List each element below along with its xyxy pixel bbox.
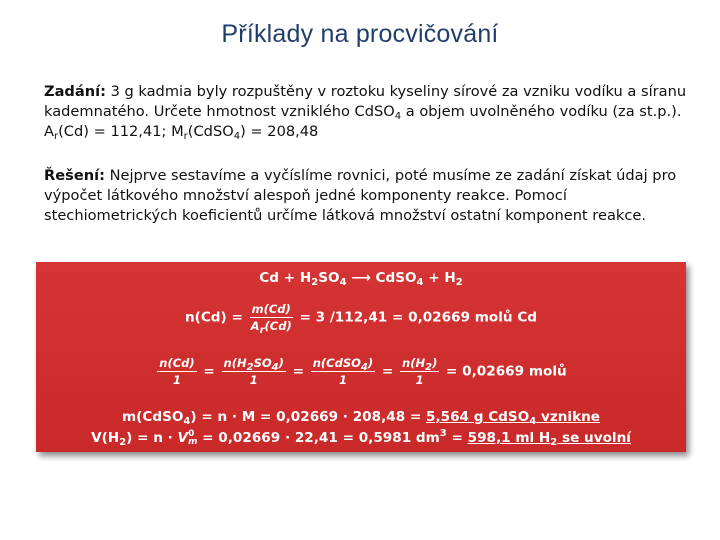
equals-sign: = <box>446 430 468 446</box>
fraction-h2 <box>400 356 439 387</box>
subscript: 4 <box>416 277 424 288</box>
equals-sign: = <box>287 363 309 380</box>
subscript: 4 <box>183 416 191 427</box>
fraction-denominator: 1 <box>338 373 347 387</box>
calculation-box <box>36 262 686 452</box>
assignment-text-2: a objem uvolněného vodíku (za st.p.). <box>401 103 682 120</box>
eq-part: + H <box>423 270 456 286</box>
m-result-part: 5,564 g CdSO <box>426 409 530 425</box>
assignment-text: 3 g kadmia byly rozpuštěny v roztoku kyseliny sírové za vzniku vodíku a síranu kademnatého. Určete hmotnost vzniklého CdSO <box>44 83 687 120</box>
superscript: 0 <box>188 429 195 439</box>
subscript: 4 <box>339 277 347 288</box>
mass-result <box>426 409 600 425</box>
v-result-part: 598,1 ml H <box>467 430 551 446</box>
num-part: ) <box>278 356 284 370</box>
num-part: n(H <box>402 356 426 370</box>
subscript: 4 <box>233 131 241 142</box>
m-part: m(CdSO <box>121 409 184 425</box>
num-part: SO <box>253 356 272 370</box>
solution-paragraph <box>44 166 694 226</box>
v-part: V(H <box>91 430 120 446</box>
subscript: 4 <box>394 111 402 122</box>
fraction-h2so4 <box>222 356 286 387</box>
solution-text: Nejprve sestavíme a vyčíslíme rovnici, poté musíme ze zadání získat údaj pro výpočet látkového množství alespoň jedné komponenty reakce. Pomocí stechiometrických koeficientů určíme látková množství ostatní komponent reakce. <box>44 167 677 224</box>
ratio-result: = 0,02669 molů <box>441 363 567 380</box>
fraction-numerator: m(Cd) <box>251 302 291 316</box>
subscript: r <box>183 131 188 142</box>
solution-label: Řešení: <box>44 167 105 184</box>
subscript: 2 <box>311 277 319 288</box>
assignment-paragraph <box>44 82 694 142</box>
fraction-numerator <box>400 356 439 372</box>
stoichiometry-ratio <box>36 356 686 387</box>
den-part: A <box>250 319 260 333</box>
n-result: = 3 /112,41 = 0,02669 molů Cd <box>299 309 538 326</box>
moles-calculation <box>36 302 686 336</box>
subscript: 4 <box>529 416 537 427</box>
subscript: r <box>53 131 59 142</box>
mass-calculation <box>36 409 686 425</box>
equals-sign: = <box>198 363 220 380</box>
mass-over-ar-fraction <box>250 302 293 336</box>
fraction-numerator <box>311 356 375 372</box>
fraction-numerator: n(Cd) <box>159 356 195 370</box>
fraction-denominator <box>250 318 293 336</box>
volume-calculation <box>36 430 686 446</box>
subscript: r <box>259 325 265 336</box>
num-part: ) <box>432 356 438 370</box>
den-part: (Cd) <box>264 319 292 333</box>
slide-title: Příklady na procvičování <box>221 20 499 48</box>
subscript: 2 <box>455 277 463 288</box>
v-result-part: se uvolní <box>557 430 631 446</box>
atomic-mass-symbol: A <box>44 123 54 140</box>
v-part: = 0,02669 · 22,41 = 0,5981 dm <box>197 430 440 446</box>
equals-sign: = <box>377 363 399 380</box>
num-part: n(H <box>223 356 247 370</box>
fraction-cdso4 <box>311 356 375 387</box>
num-part: ) <box>367 356 374 370</box>
reaction-equation <box>36 270 686 286</box>
molar-volume-symbol: V <box>177 430 189 446</box>
subscript: 2 <box>425 362 433 373</box>
molar-mass-value: (CdSO <box>187 123 234 140</box>
subscript: 2 <box>246 362 254 373</box>
fraction-denominator: 1 <box>172 373 181 387</box>
subscript: 4 <box>360 362 368 373</box>
molar-mass-end: ) = 208,48 <box>240 123 319 140</box>
fraction-cd <box>157 356 196 387</box>
subscript: m <box>188 437 198 447</box>
m-result-part: vznikne <box>536 409 601 425</box>
v-part: ) = n · <box>126 430 178 446</box>
fraction-denominator: 1 <box>415 373 424 387</box>
assignment-label: Zadání: <box>44 83 106 100</box>
subscript: 2 <box>119 437 127 448</box>
eq-part: Cd + H <box>259 270 312 286</box>
fraction-denominator: 1 <box>249 373 258 387</box>
n-label: n(Cd) = <box>184 309 248 326</box>
atomic-mass-value: (Cd) = 112,41; M <box>58 123 184 140</box>
volume-result <box>468 430 631 446</box>
fraction-numerator <box>222 356 286 372</box>
num-part: n(CdSO <box>312 356 361 370</box>
m-part: ) = n · M = 0,02669 · 208,48 = <box>190 409 427 425</box>
eq-part: SO <box>318 270 340 286</box>
eq-part: ⟶ CdSO <box>346 270 417 286</box>
superscript: 3 <box>439 428 447 439</box>
subscript: 2 <box>550 437 558 448</box>
subscript: 4 <box>271 362 279 373</box>
